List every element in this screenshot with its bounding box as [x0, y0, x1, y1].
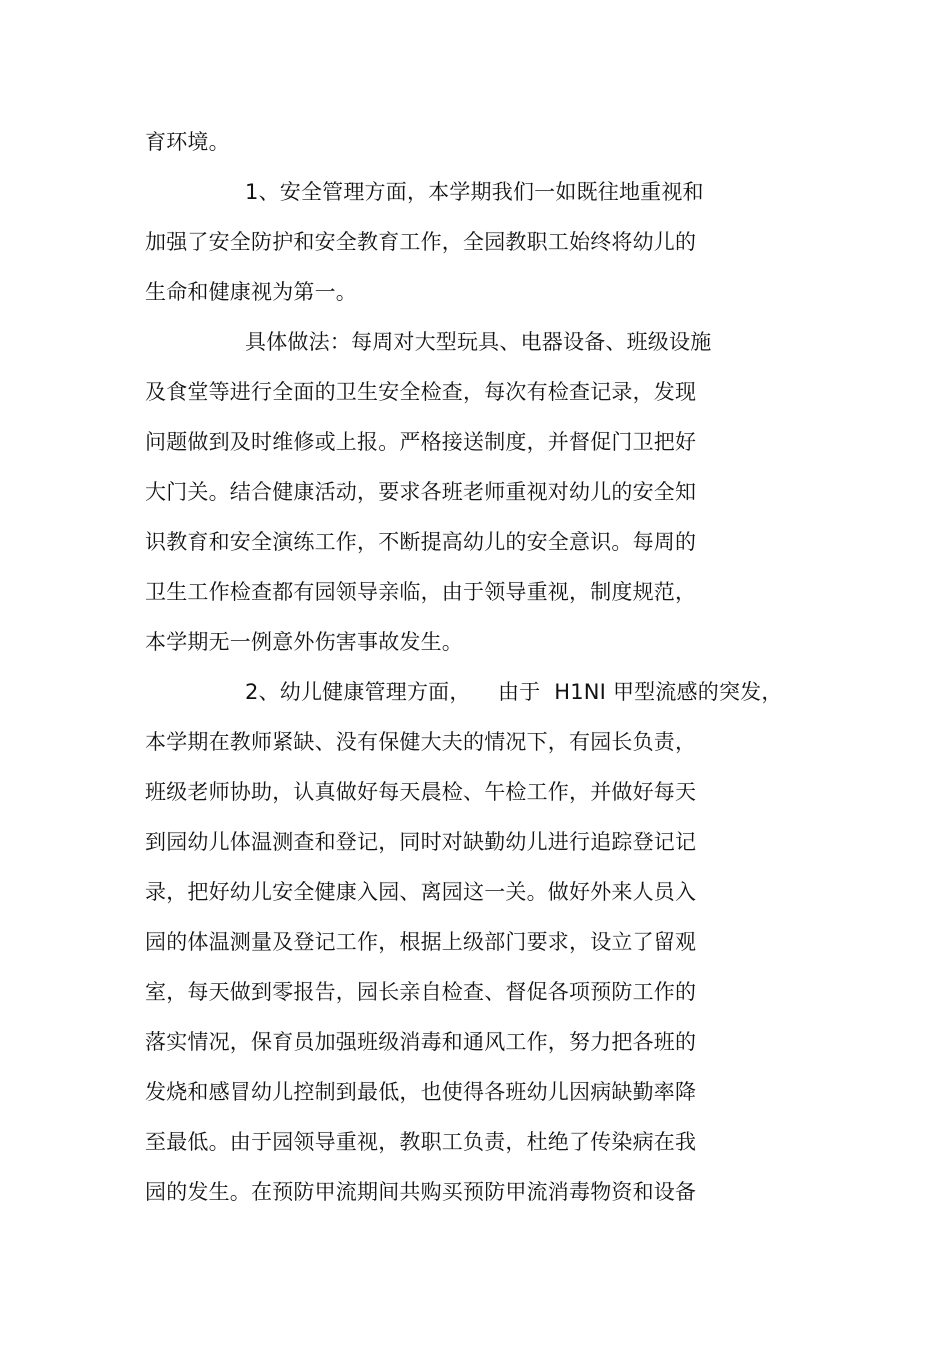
text-line: 生命和健康视为第一。: [145, 280, 357, 304]
paragraph-specific-methods: 具体做法：每周对大型玩具、电器设备、班级设施: [245, 330, 712, 354]
text-line: 录，把好幼儿安全健康入园、离园这一关。做好外来人员入: [145, 880, 697, 904]
text-line: 本学期无一例意外伤害事故发生。: [145, 630, 463, 654]
text-line: 本学期在教师紧缺、没有保健大夫的情况下，有园长负责，: [145, 730, 697, 754]
text-line: 发烧和感冒幼儿控制到最低，也使得各班幼儿因病缺勤率降: [145, 1080, 697, 1104]
text-line: 及食堂等进行全面的卫生安全检查，每次有检查记录，发现: [145, 380, 697, 404]
text-line: 大门关。结合健康活动，要求各班老师重视对幼儿的安全知: [145, 480, 697, 504]
text-line: 班级老师协助，认真做好每天晨检、午检工作，并做好每天: [145, 780, 697, 804]
text-line: 卫生工作检查都有园领导亲临，由于领导重视，制度规范，: [145, 580, 697, 604]
paragraph-health-management: 2、幼儿健康管理方面， 由于 H1NI 甲型流感的突发，: [245, 680, 783, 704]
text-line: 问题做到及时维修或上报。严格接送制度，并督促门卫把好: [145, 430, 697, 454]
text-line: 室，每天做到零报告，园长亲自检查、督促各项预防工作的: [145, 980, 697, 1004]
paragraph-safety-management: 1、安全管理方面，本学期我们一如既往地重视和: [245, 180, 704, 204]
text-line: 园的发生。在预防甲流期间共购买预防甲流消毒物资和设备: [145, 1180, 697, 1204]
text-line: 识教育和安全演练工作，不断提高幼儿的安全意识。每周的: [145, 530, 697, 554]
text-line: 到园幼儿体温测查和登记，同时对缺勤幼儿进行追踪登记记: [145, 830, 697, 854]
text-line: 落实情况，保育员加强班级消毒和通风工作，努力把各班的: [145, 1030, 697, 1054]
text-line: 加强了安全防护和安全教育工作，全园教职工始终将幼儿的: [145, 230, 697, 254]
text-line: 至最低。由于园领导重视，教职工负责，杜绝了传染病在我: [145, 1130, 697, 1154]
text-line: 园的体温测量及登记工作，根据上级部门要求，设立了留观: [145, 930, 697, 954]
text-line: 育环境。: [145, 130, 230, 154]
